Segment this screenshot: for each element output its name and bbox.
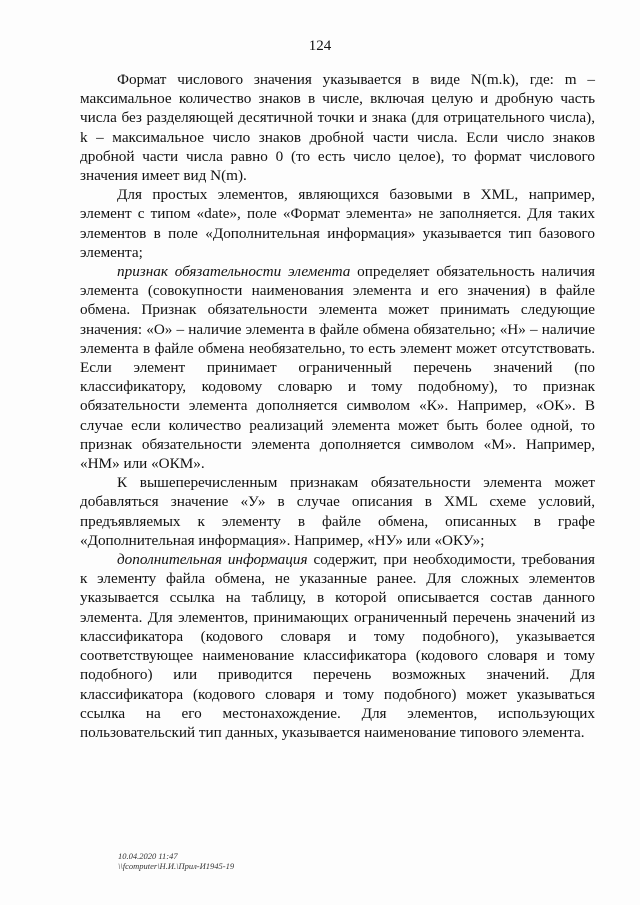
term-mandatory-flag: признак обязательности элемента: [117, 263, 351, 281]
footer-timestamp: 10.04.2020 11:47: [118, 851, 178, 861]
paragraph-text: К вышеперечисленным признакам обязательности элемента может добавляться значение «У» в случае описания в XML схеме условий, предъявляемых к элементу в файле обмена, описанных в графе «Дополнительная информация». Например, «НУ» или «ОКУ»;: [80, 474, 595, 549]
paragraph-additional-info: [80, 550, 595, 742]
paragraph-simple-elements: [80, 185, 595, 262]
footer-file-path: \\fcomputer\Н.И.\Прил-И1945-19: [118, 861, 235, 871]
footer-stamp: [118, 851, 234, 871]
paragraph-text: Формат числового значения указывается в виде N(m.k), где: m – максимальное количество знаков в числе, включая целую и дробную часть числа без разделяющей десятичной точки и знака (для отрицательного числа), k – максимальное число знаков дробной части числа. Если число знаков дробной части числа равно 0 (то есть число целое), то формат числового значения имеет вид N(m).: [80, 71, 595, 185]
body-text: [80, 70, 595, 742]
paragraph-text: содержит, при необходимости, требования к элементу файла обмена, не указанные ранее. Для сложных элементов указывается ссылка на таблицу, в которой описывается состав данного элемента. Для элементов, принимающих ограниченный перечень значений из классификатора (кодового словаря и тому подобного), указывается соответствующее наименование классификатора (кодового словаря и тому подобного) или приводится перечень возможных значений. Для классификатора (кодового словаря и тому подобного) может указываться ссылка на его местонахождение. Для элементов, использующих пользовательский тип данных, указывается наименование типового элемента.: [80, 551, 595, 741]
paragraph-conditional-flag: [80, 473, 595, 550]
term-additional-info: дополнительная информация: [117, 551, 308, 569]
paragraph-text: определяет обязательность наличия элемента (совокупности наименования элемента и его значения) в файле обмена. Признак обязательности элемента может принимать следующие значения: «О» – наличие элемента в файле обмена обязательно; «Н» – наличие элемента в файле обмена необязательно, то есть элемент может отсутствовать. Если элемент принимает ограниченный перечень значений (по классификатору, кодовому словарю и тому подобному), то признак обязательности элемента дополняется символом «К». Например, «ОК». В случае если количество реализаций элемента может быть более одной, то признак обязательности элемента дополняется символом «М». Например, «НМ» или «ОКМ».: [80, 263, 595, 473]
paragraph-number-format: [80, 70, 595, 185]
page-number: 124: [308, 38, 332, 54]
paragraph-mandatory-flag: [80, 262, 595, 473]
paragraph-text: Для простых элементов, являющихся базовыми в XML, например, элемент с типом «date», поле «Формат элемента» не заполняется. Для таких элементов в поле «Дополнительная информация» указывается тип базового элемента;: [80, 186, 595, 261]
